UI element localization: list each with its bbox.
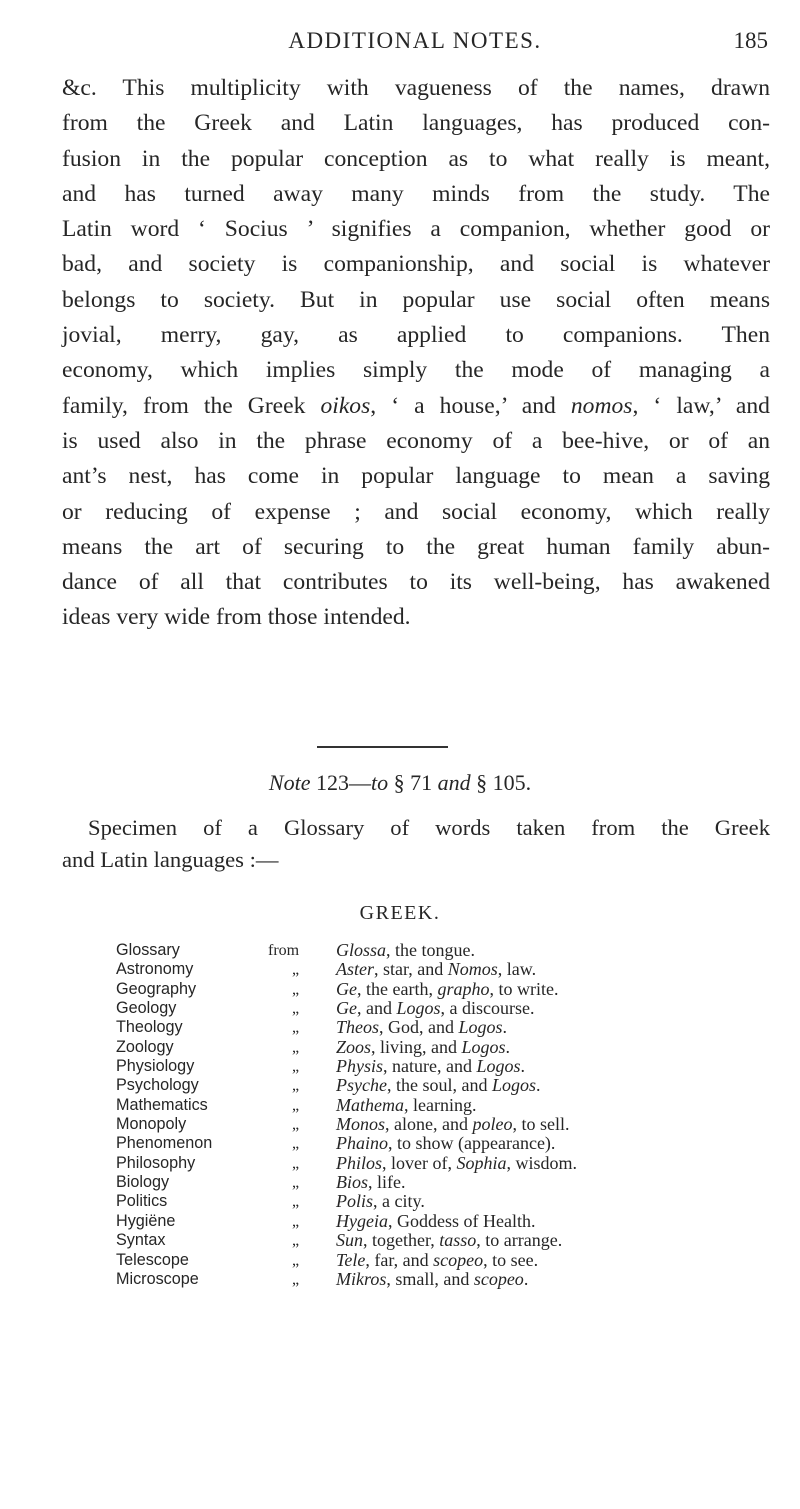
glossary-definition: Psyche, the soul, and Logos. xyxy=(336,1075,541,1096)
note-and: and xyxy=(437,770,471,795)
note-ref: § 105. xyxy=(470,770,532,795)
glossary-connector: „ xyxy=(292,1135,300,1153)
glossary-connector: from xyxy=(268,942,300,959)
glossary-row xyxy=(116,1096,786,1115)
glossary-connector: „ xyxy=(292,961,300,979)
glossary-row xyxy=(116,1076,786,1095)
etymon-word: grapho xyxy=(437,978,490,999)
glossary-term: Microscope xyxy=(116,1269,199,1288)
glossary-row xyxy=(116,1192,786,1211)
etymon-word: Polis xyxy=(336,1191,374,1212)
body-line: is used also in the phrase economy of a bee-hive, or of an xyxy=(62,427,770,454)
intro-line: Specimen of a Glossary of words taken from the Greek xyxy=(88,815,770,840)
glossary-connector: „ xyxy=(292,1251,300,1269)
etymon-word: Sophia xyxy=(456,1152,507,1173)
etymon-word: Philos xyxy=(336,1152,383,1173)
glossary-connector: „ xyxy=(292,1174,300,1192)
glossary-connector: „ xyxy=(292,1270,300,1288)
etymon-word: Phaino xyxy=(336,1133,388,1154)
greek-word: oikos xyxy=(320,392,371,419)
etymon-word: Psyche xyxy=(336,1075,387,1096)
line-prefix: family, from the Greek xyxy=(62,392,321,419)
etymon-word: Physis xyxy=(336,1056,383,1077)
glossary-term: Theology xyxy=(116,1018,183,1037)
greek-heading: GREEK. xyxy=(359,902,441,924)
etymon-word: Ge xyxy=(336,998,357,1019)
glossary-row xyxy=(116,1251,786,1270)
etymon-word: Bios xyxy=(336,1172,369,1193)
glossary-connector: „ xyxy=(292,1232,300,1250)
body-line: jovial, merry, gay, as applied to companions. Then xyxy=(62,322,770,349)
intro-line: and Latin languages :— xyxy=(62,847,279,872)
glossary-definition: Philos, lover of, Sophia, wisdom. xyxy=(336,1152,578,1173)
glossary-term: Philosophy xyxy=(116,1153,196,1172)
glossary-row xyxy=(116,1231,786,1250)
etymon-word: Logos xyxy=(396,998,441,1019)
etymon-word: Logos xyxy=(491,1075,536,1096)
body-line: bad, and society is companionship, and social is whatever xyxy=(62,251,770,278)
etymon-word: Ge xyxy=(336,978,357,999)
note-heading xyxy=(0,770,800,796)
glossary-list xyxy=(116,941,786,1289)
glossary-intro xyxy=(62,812,770,876)
glossary-row xyxy=(116,1212,786,1231)
glossary-row xyxy=(116,941,786,960)
body-line: dance of all that contributes to its well-being, has awakened xyxy=(62,569,770,596)
glossary-definition: Hygeia, Goddess of Health. xyxy=(336,1210,536,1231)
glossary-term: Monopoly xyxy=(116,1115,187,1134)
body-line: or reducing of expense ; and social economy, which really xyxy=(62,498,770,525)
glossary-definition: Tele, far, and scopeo, to see. xyxy=(336,1249,539,1270)
glossary-term: Zoology xyxy=(116,1037,174,1056)
etymon-word: Mathema xyxy=(336,1094,404,1115)
glossary-connector: „ xyxy=(292,1019,300,1037)
etymon-word: scopeo xyxy=(473,1268,524,1289)
etymon-word: Glossa xyxy=(336,940,387,960)
glossary-connector: „ xyxy=(292,1077,300,1095)
glossary-term: Hygiëne xyxy=(116,1211,176,1230)
glossary-term: Biology xyxy=(116,1173,170,1192)
glossary-term: Physiology xyxy=(116,1057,195,1076)
etymon-word: Sun xyxy=(336,1230,363,1251)
glossary-definition: Glossa, the tongue. xyxy=(336,940,475,960)
note-label: Note xyxy=(268,770,311,795)
glossary-term: Geology xyxy=(116,999,177,1018)
body-line: fusion in the popular conception as to what really is meant, xyxy=(62,145,770,172)
glossary-connector: „ xyxy=(292,1038,300,1056)
glossary-connector: „ xyxy=(292,1154,300,1172)
body-line: from the Greek and Latin languages, has produced con- xyxy=(62,110,770,137)
note-to: to xyxy=(370,770,389,795)
body-line: ideas very wide from those intended. xyxy=(62,604,411,631)
glossary-definition: Zoos, living, and Logos. xyxy=(336,1036,511,1057)
glossary-row xyxy=(116,1173,786,1192)
glossary-definition: Theos, God, and Logos. xyxy=(336,1017,508,1038)
glossary-term: Psychology xyxy=(116,1076,199,1095)
glossary-definition: Aster, star, and Nomos, law. xyxy=(336,959,537,980)
etymon-word: Logos xyxy=(458,1017,503,1038)
glossary-term: Phenomenon xyxy=(116,1134,213,1153)
glossary-row xyxy=(116,1270,786,1289)
etymon-word: Aster xyxy=(336,959,374,980)
glossary-definition: Physis, nature, and Logos. xyxy=(336,1056,525,1077)
glossary-row xyxy=(116,1038,786,1057)
glossary-row xyxy=(116,1134,786,1153)
line-mid: , ‘ a house,’ and xyxy=(370,392,571,419)
body-line: ant’s nest, has come in popular language to mean a saving xyxy=(62,463,770,490)
glossary-connector: „ xyxy=(292,1096,300,1114)
running-head xyxy=(62,22,768,58)
body-line-oikos xyxy=(62,389,770,424)
page-number: 185 xyxy=(733,28,768,53)
etymon-word: Logos xyxy=(476,1056,521,1077)
glossary-term: Mathematics xyxy=(116,1095,208,1114)
glossary-definition: Monos, alone, and poleo, to sell. xyxy=(336,1114,570,1135)
etymon-word: Monos xyxy=(336,1114,385,1135)
glossary-connector: „ xyxy=(292,1000,300,1018)
glossary-definition: Polis, a city. xyxy=(336,1191,425,1212)
glossary-row xyxy=(116,960,786,979)
section-divider xyxy=(317,746,448,748)
glossary-connector: „ xyxy=(292,1116,300,1134)
glossary-row xyxy=(116,1018,786,1037)
etymon-word: tasso xyxy=(439,1230,477,1251)
etymon-word: Theos xyxy=(336,1017,380,1038)
body-paragraph xyxy=(62,71,770,636)
note-number: 123— xyxy=(310,770,371,795)
glossary-definition: Ge, and Logos, a discourse. xyxy=(336,998,535,1019)
glossary-term: Astronomy xyxy=(116,960,194,979)
glossary-row xyxy=(116,980,786,999)
note-ref: § 71 xyxy=(388,770,438,795)
glossary-term: Geography xyxy=(116,979,197,998)
glossary-row xyxy=(116,1154,786,1173)
body-line: economy, which implies simply the mode of managing a xyxy=(62,357,770,384)
etymon-word: Hygeia xyxy=(336,1210,388,1231)
body-line: &c. This multiplicity with vagueness of the names, drawn xyxy=(62,75,770,101)
glossary-row xyxy=(116,999,786,1018)
body-line: and has turned away many minds from the study. The xyxy=(62,180,770,207)
etymon-word: scopeo xyxy=(433,1249,484,1270)
glossary-term: Syntax xyxy=(116,1231,166,1250)
etymon-word: Mikros xyxy=(336,1268,387,1289)
etymon-word: Tele xyxy=(336,1249,366,1270)
etymon-word: poleo xyxy=(472,1114,513,1135)
glossary-row xyxy=(116,1057,786,1076)
glossary-definition: Phaino, to show (appearance). xyxy=(336,1133,556,1154)
glossary-definition: Bios, life. xyxy=(336,1172,406,1193)
glossary-row xyxy=(116,1115,786,1134)
glossary-connector: „ xyxy=(292,980,300,998)
line-suffix: , ‘ law,’ and xyxy=(632,392,770,419)
glossary-definition: Ge, the earth, grapho, to write. xyxy=(336,978,559,999)
glossary-connector: „ xyxy=(292,1058,300,1076)
glossary-term: Telescope xyxy=(116,1250,189,1269)
etymon-word: Nomos xyxy=(447,959,498,980)
etymon-word: Logos xyxy=(461,1036,506,1057)
glossary-definition: Sun, together, tasso, to arrange. xyxy=(336,1230,563,1251)
glossary-connector: „ xyxy=(292,1193,300,1211)
glossary-term: Politics xyxy=(116,1192,168,1211)
greek-word: nomos xyxy=(570,392,633,419)
body-line: Latin word ‘ Socius ’ signifies a companion, whether good or xyxy=(62,216,770,243)
glossary-connector: „ xyxy=(292,1212,300,1230)
etymon-word: Zoos xyxy=(336,1036,372,1057)
body-line: means the art of securing to the great human family abun- xyxy=(62,533,770,560)
running-title: ADDITIONAL NOTES. xyxy=(288,28,542,53)
glossary-term: Glossary xyxy=(116,941,180,959)
body-line: belongs to society. But in popular use social often means xyxy=(62,286,770,313)
glossary-definition: Mathema, learning. xyxy=(336,1094,477,1115)
glossary-definition: Mikros, small, and scopeo. xyxy=(336,1268,529,1289)
